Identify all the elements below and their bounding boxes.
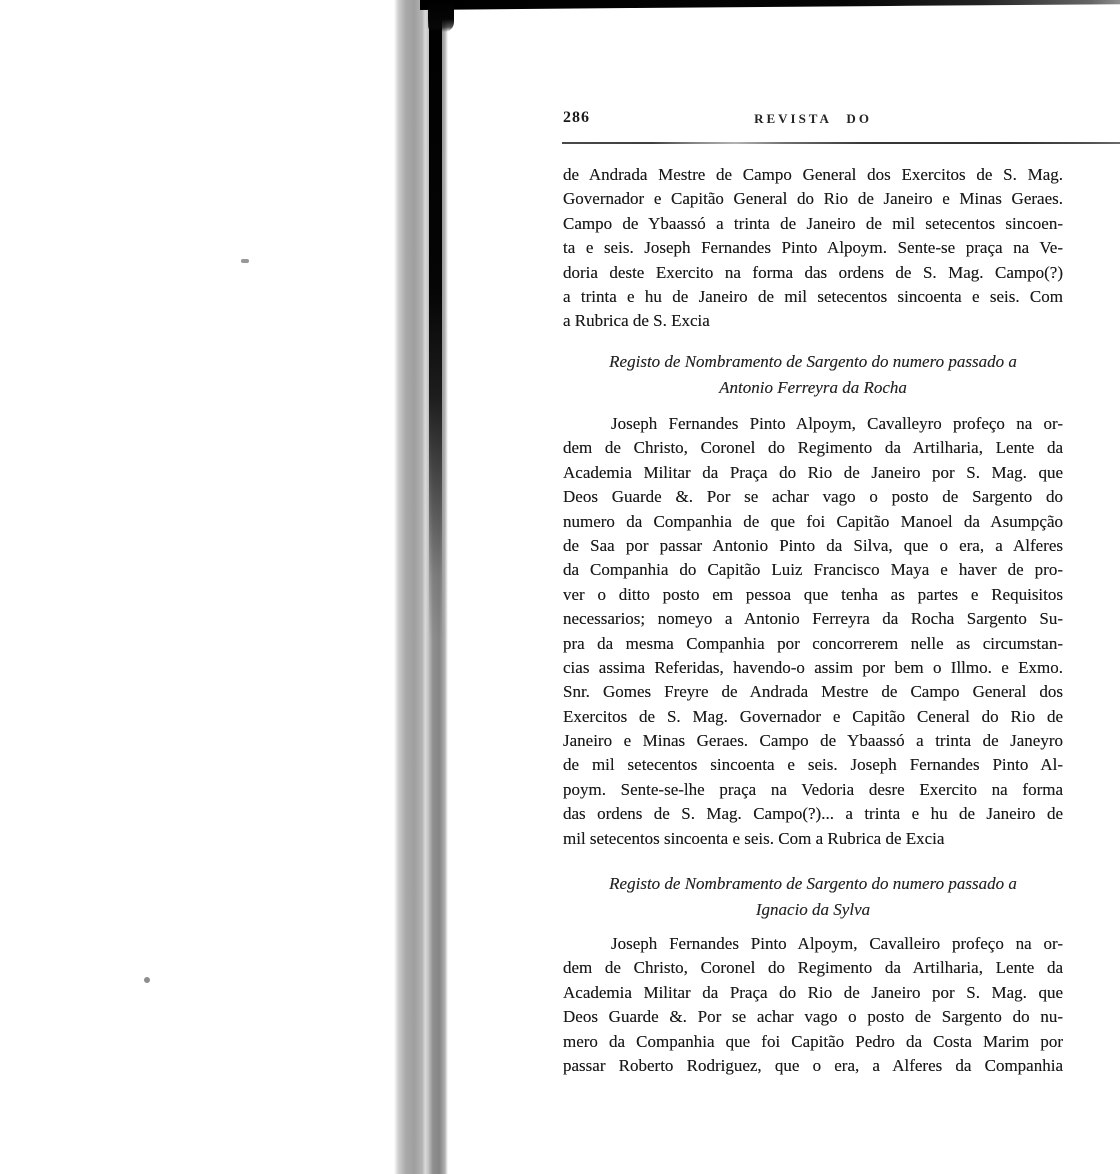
text-line: Snr. Gomes Freyre de Andrada Mestre de Campo General dos bbox=[563, 682, 1063, 702]
text-line: de mil setecentos sincoenta e seis. Joseph Fernandes Pinto Al- bbox=[563, 755, 1063, 775]
paragraph bbox=[563, 412, 1063, 851]
section-heading bbox=[563, 871, 1063, 922]
text-line: a trinta e hu de Janeiro de mil setecentos sincoenta e seis. Com bbox=[563, 286, 1063, 306]
book-edge-corner bbox=[428, 0, 454, 32]
text-line: cias assima Referidas, havendo-o assim por bem o Illmo. e Exmo. bbox=[563, 657, 1063, 677]
text-line: numero da Companhia de que foi Capitão Manoel da Asumpção bbox=[563, 511, 1063, 531]
scan-speck bbox=[144, 977, 150, 983]
heading-line: Ignacio da Sylva bbox=[755, 899, 871, 919]
text-line: das ordens de S. Mag. Campo(?)... a trinta e hu de Janeiro de bbox=[563, 804, 1063, 824]
book-edge-top-bar bbox=[420, 0, 1120, 10]
text-line: Deos Guarde &. Por se achar vago o posto de Sargento do nu- bbox=[563, 1007, 1063, 1027]
text-line: Governador e Capitão General do Rio de Janeiro e Minas Geraes. bbox=[563, 189, 1063, 209]
text-line: ver o ditto posto em pessoa que tenha as partes e Requisitos bbox=[563, 584, 1063, 604]
text-line: mil setecentos sincoenta e seis. Com a Rubrica de Excia bbox=[563, 828, 945, 848]
heading-line: Registo de Nombramento de Sargento do numero passado a bbox=[609, 352, 1017, 371]
page-number: 286 bbox=[563, 109, 590, 126]
text-line: necessarios; nomeyo a Antonio Ferreyra da Rocha Sargento Su- bbox=[563, 609, 1063, 629]
text-line: de Saa por passar Antonio Pinto da Silva, que o era, a Alferes bbox=[563, 535, 1063, 555]
text-line: da Companhia do Capitão Luiz Francisco Maya e haver de pro- bbox=[563, 560, 1063, 580]
text-line: mero da Companhia que foi Capitão Pedro da Costa Marim por bbox=[563, 1031, 1063, 1051]
text-line: doria deste Exercito na forma das ordens de S. Mag. Campo(?) bbox=[563, 262, 1063, 282]
text-line: passar Roberto Rodriguez, que o era, a Alferes da Companhia bbox=[563, 1055, 1063, 1075]
header-rule bbox=[562, 142, 1120, 144]
paragraph-continuation bbox=[563, 163, 1063, 334]
scan-speck bbox=[241, 259, 249, 263]
text-line: Exercitos de S. Mag. Governador e Capitão Ceneral do Rio de bbox=[563, 706, 1063, 726]
book-spine-line bbox=[429, 0, 442, 640]
text-line: Academia Militar da Praça do Rio de Janeiro por S. Mag. que bbox=[563, 462, 1063, 482]
paragraph bbox=[563, 932, 1063, 1078]
text-line: Janeiro e Minas Geraes. Campo de Ybaassó a trinta de Janeyro bbox=[563, 731, 1063, 751]
text-line: dem de Christo, Coronel do Regimento da Artilharia, Lente da bbox=[563, 438, 1063, 458]
heading-line: Registo de Nombramento de Sargento do numero passado a bbox=[609, 874, 1017, 893]
text-line: ta e seis. Joseph Fernandes Pinto Alpoym. Sente-se praça na Ve- bbox=[563, 238, 1063, 258]
text-line: Deos Guarde &. Por se achar vago o posto de Sargento do bbox=[563, 487, 1063, 507]
text-line: de Andrada Mestre de Campo General dos Exercitos de S. Mag. bbox=[563, 165, 1063, 184]
text-line: a Rubrica de S. Excia bbox=[563, 311, 710, 331]
text-line: Joseph Fernandes Pinto Alpoym, Cavalleiro profeço na or- bbox=[611, 934, 1063, 953]
text-line: Joseph Fernandes Pinto Alpoym, Cavalleyro profeço na or- bbox=[611, 414, 1063, 433]
page-header bbox=[563, 109, 1063, 131]
heading-line: Antonio Ferreyra da Rocha bbox=[719, 377, 907, 397]
text-line: pra da mesma Companhia por concorrerem nelle as circumstan- bbox=[563, 633, 1063, 653]
text-line: Academia Militar da Praça do Rio de Janeiro por S. Mag. que bbox=[563, 982, 1063, 1002]
section-heading bbox=[563, 349, 1063, 400]
text-line: poym. Sente-se-lhe praça na Vedoria desre Exercito na forma bbox=[563, 779, 1063, 799]
text-line: dem de Christo, Coronel do Regimento da Artilharia, Lente da bbox=[563, 958, 1063, 978]
running-title: REVISTA DO bbox=[754, 111, 872, 126]
text-line: Campo de Ybaassó a trinta de Janeiro de mil setecentos sincoen- bbox=[563, 213, 1063, 233]
